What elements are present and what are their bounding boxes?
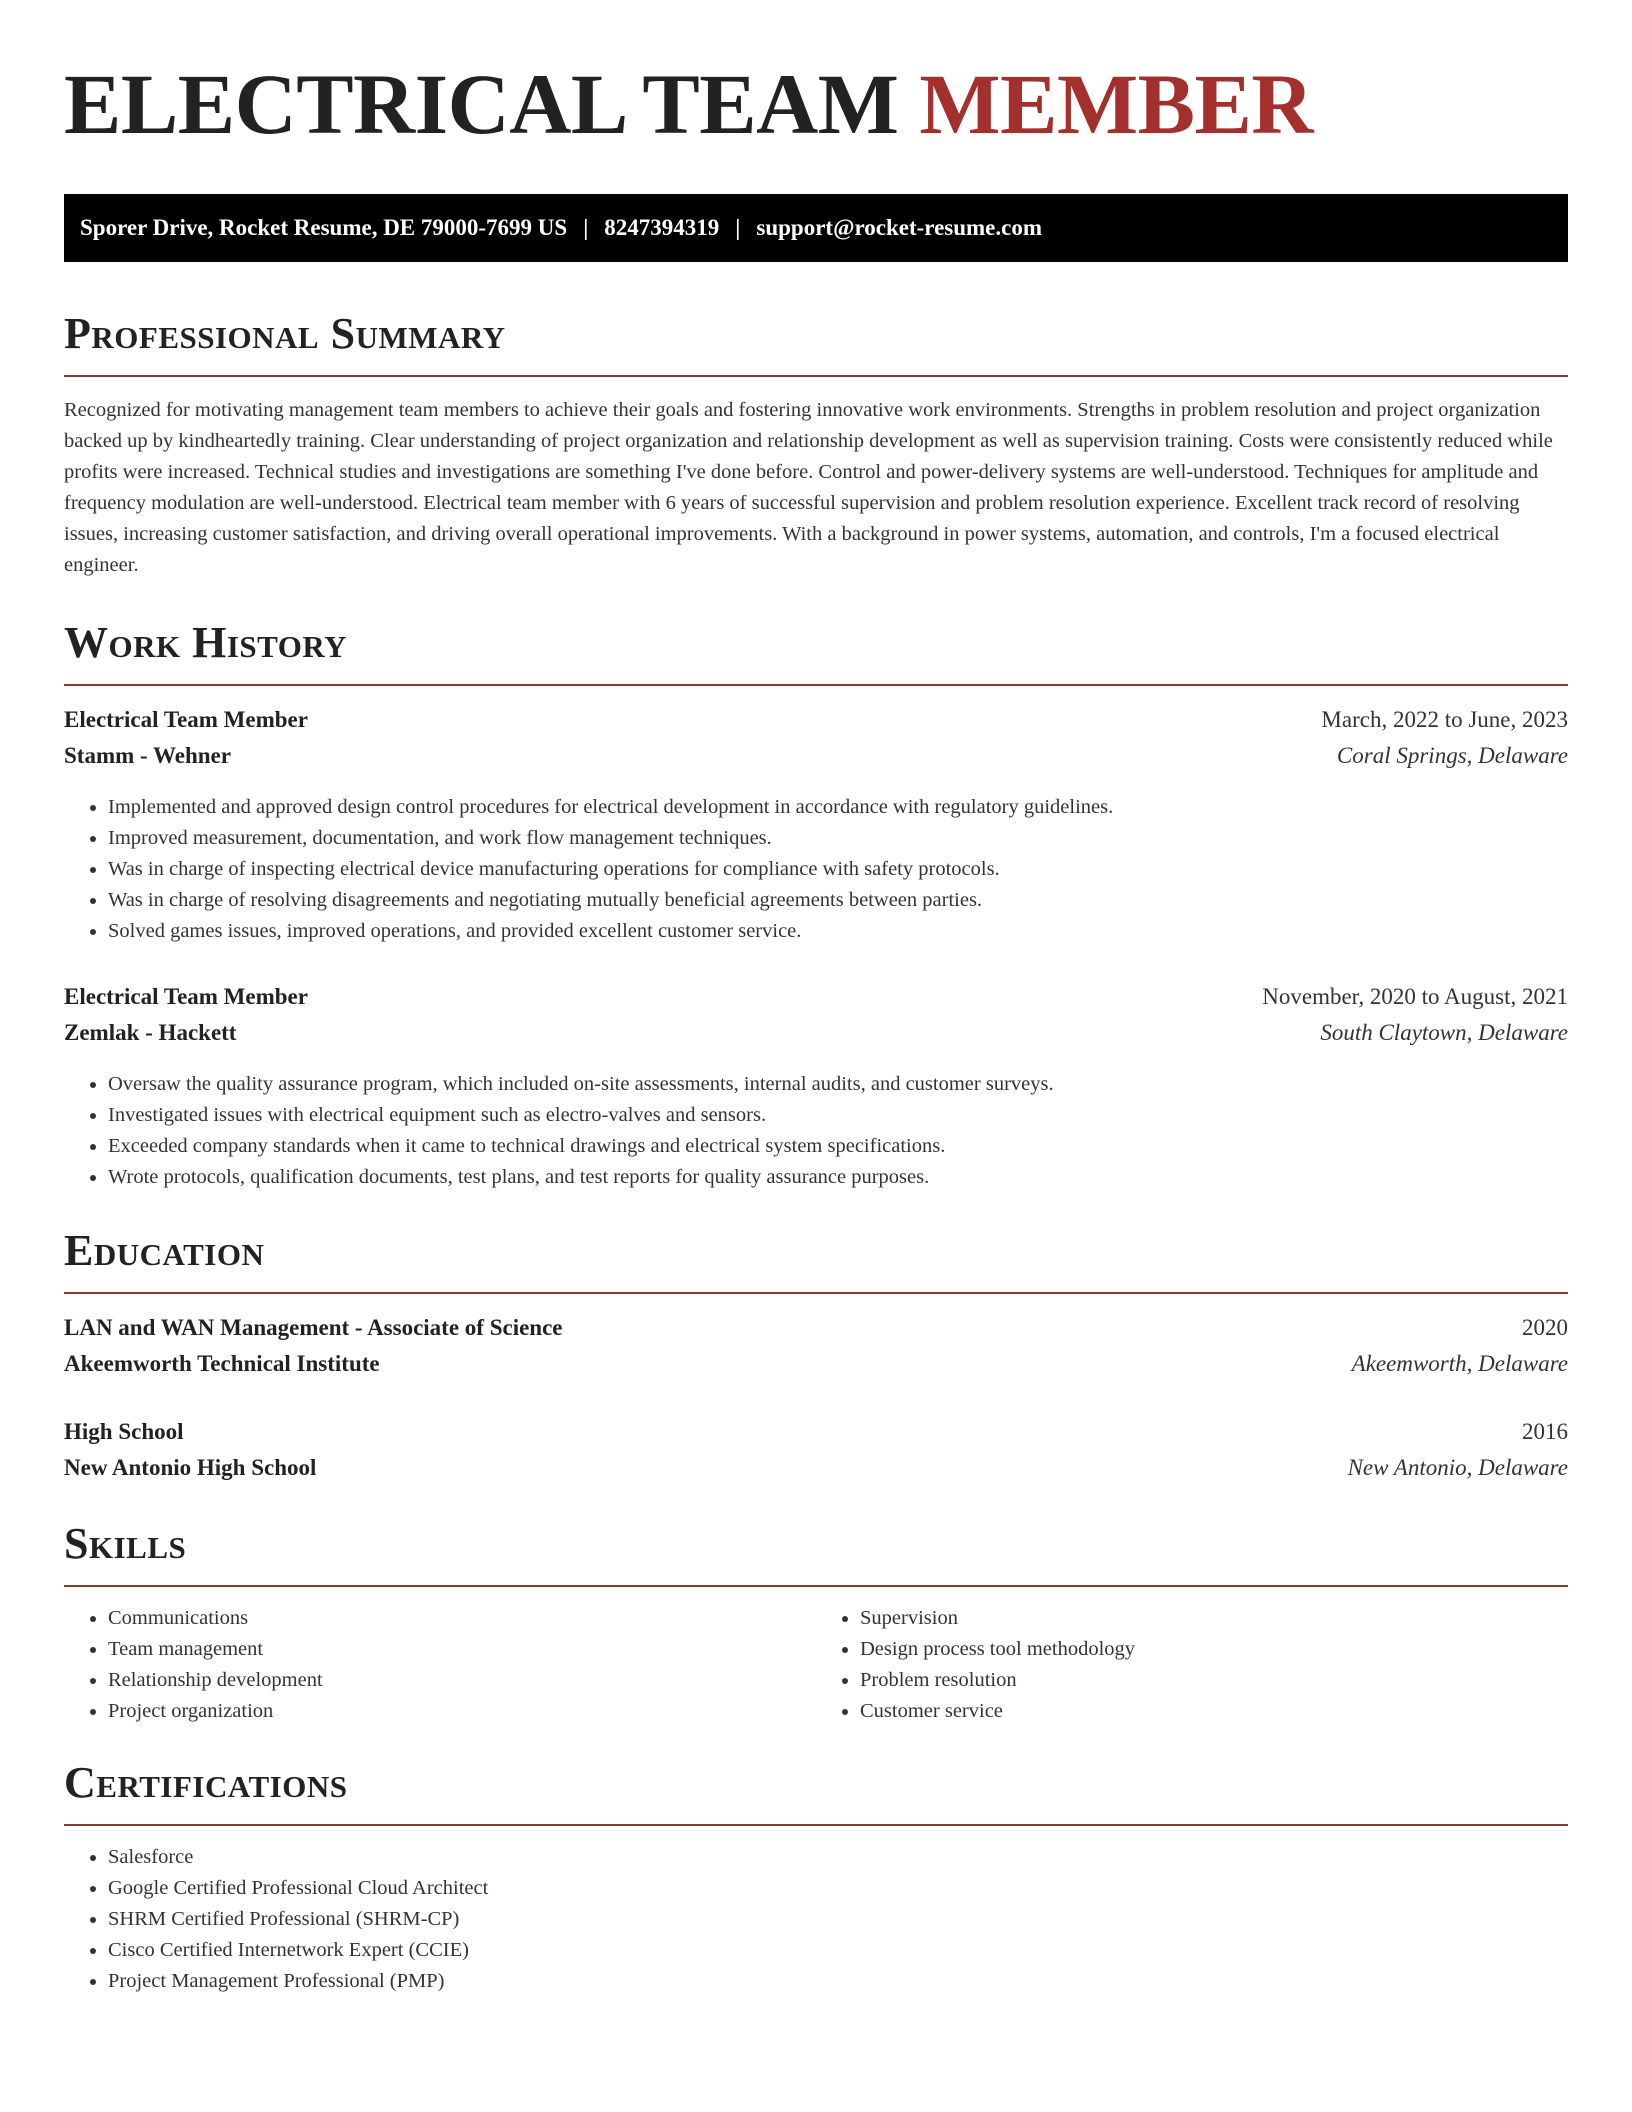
skill-item: • Customer service bbox=[860, 1696, 1568, 1727]
job-entry bbox=[64, 702, 1568, 947]
skill-item: • Team management bbox=[108, 1634, 816, 1665]
job-location: Coral Springs, Delaware bbox=[1336, 743, 1568, 768]
job-dates: November, 2020 to August, 2021 bbox=[1262, 984, 1568, 1009]
education-school: New Antonio High School bbox=[64, 1455, 317, 1480]
job-role: Electrical Team Member bbox=[64, 707, 308, 732]
skill-item: • Project organization bbox=[108, 1696, 816, 1727]
skill-item: • Communications bbox=[108, 1603, 816, 1634]
contact-phone[interactable]: 8247394319 bbox=[604, 215, 720, 240]
contact-separator: | bbox=[735, 215, 741, 240]
skills-section bbox=[64, 1520, 1568, 1727]
certification-item: • SHRM Certified Professional (SHRM-CP) bbox=[108, 1904, 1568, 1935]
summary-text: Recognized for motivating management team members to achieve their goals and fostering innovative work environments. Strengths in problem resolution and project organization backed up by kindheartedly training. Clear understanding of project organization and relationship development as well as supervision training. Costs were consistently reduced while profits were increased. Technical studies and investigations are something I've done before. Control and power-delivery systems are well-understood. Techniques for amplitude and frequency modulation are well-understood. Electrical team member with 6 years of successful supervision and problem resolution experience. Excellent track record of resolving issues, increasing customer satisfaction, and driving overall operational improvements. With a background in power systems, automation, and controls, I'm a focused electrical engineer. bbox=[64, 399, 1553, 576]
job-bullet: • Exceeded company standards when it came to technical drawings and electrical system specifications. bbox=[108, 1131, 1568, 1162]
certification-item: • Salesforce bbox=[108, 1842, 1568, 1873]
contact-separator: | bbox=[583, 215, 589, 240]
skills-column-2 bbox=[816, 1603, 1568, 1727]
job-company-row bbox=[64, 1015, 1568, 1051]
job-bullets bbox=[64, 1069, 1568, 1193]
job-bullet: • Solved games issues, improved operations, and provided excellent customer service. bbox=[108, 916, 1568, 947]
job-entry bbox=[64, 979, 1568, 1193]
section-divider bbox=[64, 1585, 1568, 1587]
education-header-row bbox=[64, 1414, 1568, 1450]
education-header-row bbox=[64, 1310, 1568, 1346]
job-header-row bbox=[64, 979, 1568, 1015]
education-school: Akeemworth Technical Institute bbox=[64, 1351, 380, 1376]
skills-grid bbox=[64, 1603, 1568, 1727]
education-school-row bbox=[64, 1346, 1568, 1382]
job-bullet: • Wrote protocols, qualification documents, test plans, and test reports for quality assurance purposes. bbox=[108, 1162, 1568, 1193]
summary-section bbox=[64, 310, 1568, 581]
contact-bar bbox=[64, 194, 1568, 262]
section-divider bbox=[64, 684, 1568, 686]
education-section bbox=[64, 1227, 1568, 1486]
section-divider bbox=[64, 1824, 1568, 1826]
certification-item: • Cisco Certified Internetwork Expert (CCIE) bbox=[108, 1935, 1568, 1966]
section-title-summary: Professional Summary bbox=[64, 309, 506, 358]
section-title-work: Work History bbox=[64, 618, 348, 667]
skill-item: • Problem resolution bbox=[860, 1665, 1568, 1696]
job-company: Stamm - Wehner bbox=[64, 743, 231, 768]
name-main: ELECTRICAL TEAM bbox=[64, 56, 899, 152]
work-history-section bbox=[64, 619, 1568, 1193]
job-bullets bbox=[64, 792, 1568, 947]
education-degree: High School bbox=[64, 1419, 184, 1444]
certifications-list bbox=[64, 1842, 1568, 1997]
education-year: 2020 bbox=[1522, 1315, 1568, 1340]
skills-column-1 bbox=[64, 1603, 816, 1727]
certification-item: • Project Management Professional (PMP) bbox=[108, 1966, 1568, 1997]
skill-item: • Design process tool methodology bbox=[860, 1634, 1568, 1665]
skill-item: • Supervision bbox=[860, 1603, 1568, 1634]
skill-item: • Relationship development bbox=[108, 1665, 816, 1696]
name-accent: MEMBER bbox=[919, 56, 1313, 152]
job-dates: March, 2022 to June, 2023 bbox=[1321, 707, 1568, 732]
job-bullet: • Improved measurement, documentation, and work flow management techniques. bbox=[108, 823, 1568, 854]
education-entry bbox=[64, 1310, 1568, 1382]
job-company-row bbox=[64, 738, 1568, 774]
certification-item: • Google Certified Professional Cloud Architect bbox=[108, 1873, 1568, 1904]
job-bullet: • Was in charge of resolving disagreements and negotiating mutually beneficial agreements between parties. bbox=[108, 885, 1568, 916]
certifications-section bbox=[64, 1759, 1568, 1997]
section-divider bbox=[64, 1292, 1568, 1294]
education-location: Akeemworth, Delaware bbox=[1351, 1351, 1568, 1376]
section-title-skills: Skills bbox=[64, 1519, 187, 1568]
job-role: Electrical Team Member bbox=[64, 984, 308, 1009]
job-bullet: • Implemented and approved design control procedures for electrical development in accordance with regulatory guidelines. bbox=[108, 792, 1568, 823]
education-year: 2016 bbox=[1522, 1419, 1568, 1444]
education-school-row bbox=[64, 1450, 1568, 1486]
contact-address: Sporer Drive, Rocket Resume, DE 79000-7699 US bbox=[80, 215, 568, 240]
job-company: Zemlak - Hackett bbox=[64, 1020, 237, 1045]
job-bullet: • Investigated issues with electrical equipment such as electro-valves and sensors. bbox=[108, 1100, 1568, 1131]
education-location: New Antonio, Delaware bbox=[1347, 1455, 1568, 1480]
education-entry bbox=[64, 1414, 1568, 1486]
job-header-row bbox=[64, 702, 1568, 738]
section-divider bbox=[64, 375, 1568, 377]
education-degree: LAN and WAN Management - Associate of Science bbox=[64, 1315, 563, 1340]
job-bullet: • Oversaw the quality assurance program, which included on-site assessments, internal audits, and customer surveys. bbox=[108, 1069, 1568, 1100]
section-title-education: Education bbox=[64, 1226, 265, 1275]
job-location: South Claytown, Delaware bbox=[1320, 1020, 1568, 1045]
job-bullet: • Was in charge of inspecting electrical device manufacturing operations for compliance with safety protocols. bbox=[108, 854, 1568, 885]
candidate-name bbox=[64, 56, 1568, 152]
section-title-certifications: Certifications bbox=[64, 1758, 348, 1807]
contact-email[interactable]: support@rocket-resume.com bbox=[756, 215, 1043, 240]
